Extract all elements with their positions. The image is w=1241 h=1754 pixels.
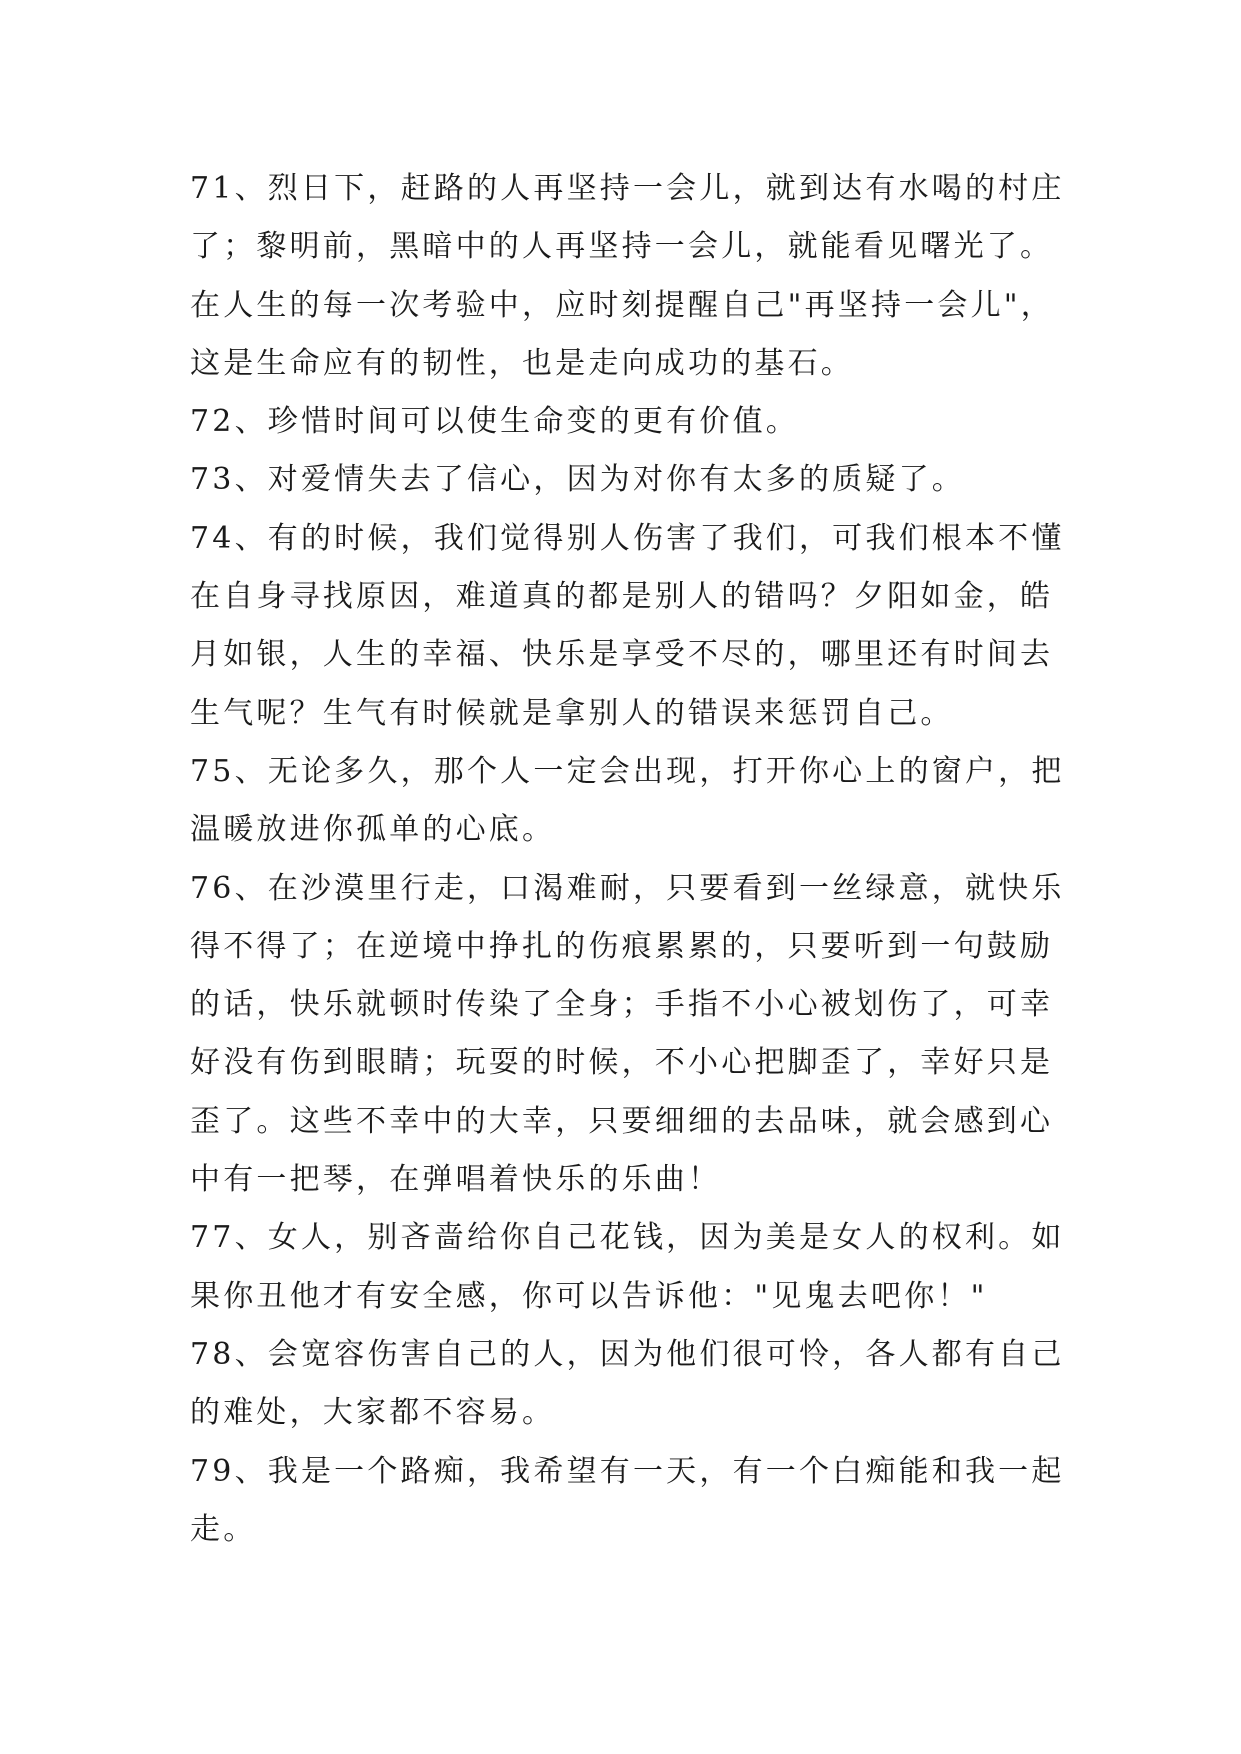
text-line: 这是生命应有的韧性，也是走向成功的基石。 — [190, 345, 854, 381]
text-line: 73、对爱情失去了信心，因为对你有太多的质疑了。 — [190, 462, 965, 498]
text-line: 72、珍惜时间可以使生命变的更有价值。 — [190, 404, 799, 440]
text-line: 月如银，人生的幸福、快乐是享受不尽的，哪里还有时间去 — [190, 637, 1054, 673]
text-line: 温暖放进你孤单的心底。 — [190, 812, 556, 848]
text-line: 76、在沙漠里行走，口渴难耐，只要看到一丝绿意，就快乐 — [190, 870, 1065, 906]
text-line: 好没有伤到眼睛；玩耍的时候，不小心把脚歪了，幸好只是 — [190, 1045, 1054, 1081]
text-line: 74、有的时候，我们觉得别人伤害了我们，可我们根本不懂 — [190, 520, 1065, 556]
text-line: 的难处，大家都不容易。 — [190, 1395, 556, 1431]
text-line: 果你丑他才有安全感，你可以告诉他："见鬼去吧你！" — [190, 1278, 988, 1314]
text-line: 78、会宽容伤害自己的人，因为他们很可怜，各人都有自己 — [190, 1336, 1065, 1372]
text-line: 的话，快乐就顿时传染了全身；手指不小心被划伤了，可幸 — [190, 987, 1054, 1023]
text-line: 79、我是一个路痴，我希望有一天，有一个白痴能和我一起 — [190, 1453, 1065, 1489]
text-line: 得不得了；在逆境中挣扎的伤痕累累的，只要听到一句鼓励 — [190, 928, 1054, 964]
document-body — [190, 160, 1070, 1559]
text-line: 在人生的每一次考验中，应时刻提醒自己"再坚持一会儿"， — [190, 287, 1054, 323]
text-line: 75、无论多久，那个人一定会出现，打开你心上的窗户，把 — [190, 753, 1065, 789]
text-line: 走。 — [190, 1511, 257, 1547]
text-line: 中有一把琴，在弹唱着快乐的乐曲！ — [190, 1162, 722, 1198]
text-line: 在自身寻找原因，难道真的都是别人的错吗？夕阳如金，皓 — [190, 579, 1054, 615]
text-line: 了；黎明前，黑暗中的人再坚持一会儿，就能看见曙光了。 — [190, 229, 1054, 265]
text-line: 71、烈日下，赶路的人再坚持一会儿，就到达有水喝的村庄 — [190, 171, 1065, 206]
text-line: 歪了。这些不幸中的大幸，只要细细的去品味，就会感到心 — [190, 1103, 1054, 1139]
text-line: 77、女人，别吝啬给你自己花钱，因为美是女人的权利。如 — [190, 1220, 1065, 1256]
text-line: 生气呢？生气有时候就是拿别人的错误来惩罚自己。 — [190, 695, 954, 731]
